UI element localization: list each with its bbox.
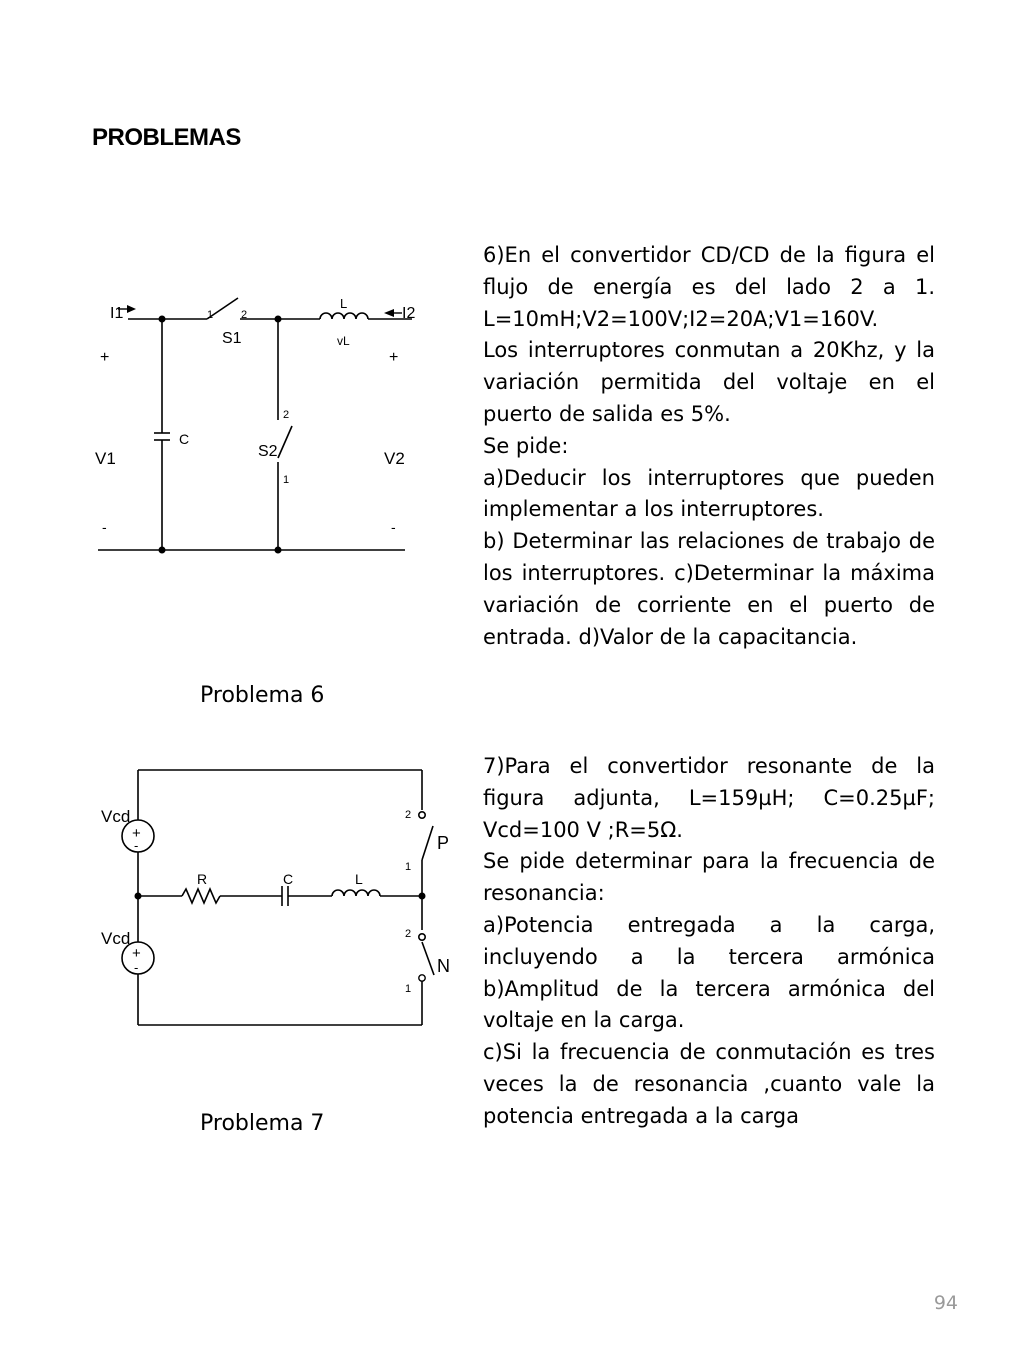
s1-label: S1 [222,330,242,347]
switch-n-label: N [437,956,450,976]
minus-bottom-label: - [134,960,139,975]
s2-pin1-label: 1 [283,474,290,486]
p-pin1-label: 1 [405,861,412,873]
problem7-text [483,751,935,1133]
v2-label: V2 [384,449,405,468]
problem6-paragraph: Se pide: [483,433,569,458]
inductor-label: L [340,296,348,311]
problem7-caption: Problema 7 [200,1111,325,1136]
v1-label: V1 [95,449,116,468]
problem6-caption: Problema 6 [200,683,325,708]
page-number: 94 [933,1292,958,1314]
i1-label: I1 [110,305,124,322]
problem7-paragraph: c)Si la frecuencia de conmutación es tres veces la de resonancia ,cuanto vale la potencia entregada a la carga [483,1040,935,1128]
resistor-label: R [197,871,208,887]
s1-pin1-label: 1 [207,309,214,321]
vcd-top-label: Vcd [101,807,131,826]
resonant-converter-circuit-diagram [0,760,470,1040]
problem7-paragraph: 7)Para el convertidor resonante de la figura adjunta, L=159µH; C=0.25µF; Vcd=100 V ;R=5Ω. [483,754,935,842]
problem6-paragraph: 6)En el convertidor CD/CD de la figura el flujo de energía es del lado 2 a 1. L=10mH;V2=100V;I2=20A;V1=160V. [483,243,935,331]
i2-label: I2 [402,305,416,322]
capacitor-label: C [179,431,190,447]
plus-left-label: + [100,349,110,366]
s2-label: S2 [258,443,278,460]
inductor-label: L [355,871,363,887]
plus-right-label: + [389,349,399,366]
p-pin2-label: 2 [405,809,412,821]
s1-pin2-label: 2 [241,309,248,321]
problem7-paragraph: a)Potencia entregada a la carga, incluyendo a la tercera armónica b)Amplitud de la tercera armónica del voltaje en la carga. [483,912,935,1033]
n-pin2-label: 2 [405,928,412,940]
buck-boost-circuit-diagram [0,290,440,570]
problem6-paragraph: a)Deducir los interruptores que pueden implementar a los interruptores. [483,465,935,522]
plus-bottom-label: + [132,945,141,962]
vl-label: vL [337,334,350,348]
n-pin1-label: 1 [405,983,412,995]
vcd-bottom-label: Vcd [101,929,131,948]
problem6-paragraph: Los interruptores conmutan a 20Khz, y la variación permitida del voltaje en el puerto de salida es 5%. [483,338,935,426]
minus-left-label: - [102,519,107,535]
plus-top-label: + [132,825,141,842]
problem7-paragraph: Se pide determinar para la frecuencia de resonancia: [483,849,935,906]
page-heading: PROBLEMAS [92,124,241,151]
minus-right-label: - [391,519,396,535]
problem6-paragraph: b) Determinar las relaciones de trabajo de los interruptores. c)Determinar la máxima variación de corriente en el puerto de entrada. d)Valor de la capacitancia. [483,529,935,649]
switch-p-label: P [437,833,450,853]
problem6-text [483,240,935,653]
capacitor-label: C [283,871,294,887]
minus-top-label: - [134,838,139,853]
s2-pin2-label: 2 [283,409,290,421]
